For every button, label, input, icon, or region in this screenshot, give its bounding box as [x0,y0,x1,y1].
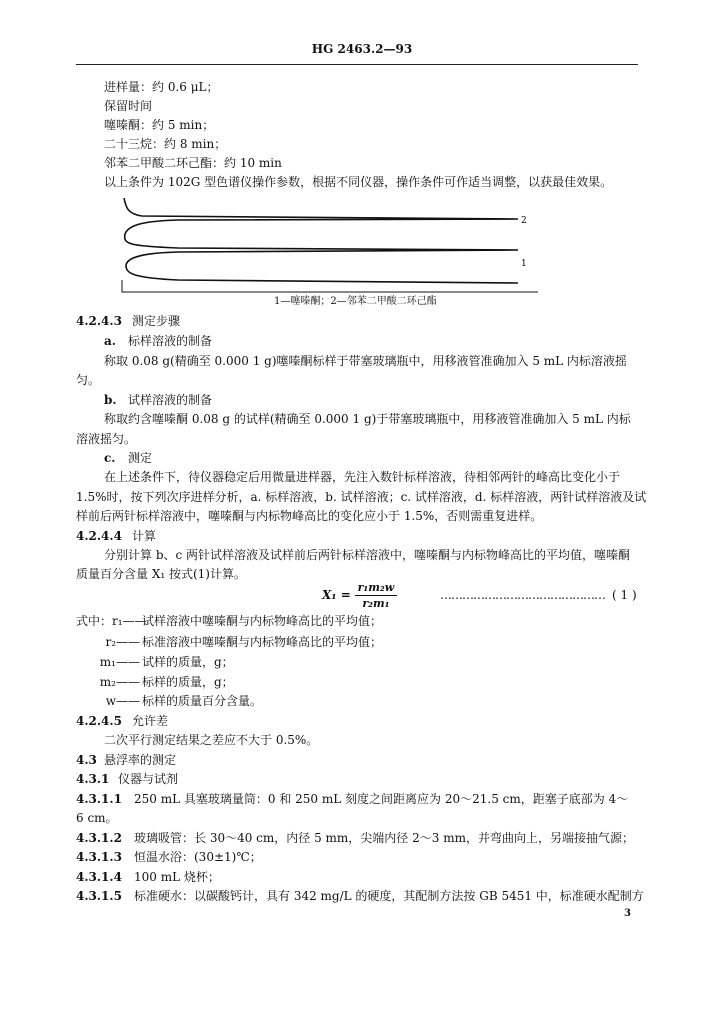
chromatogram-figure [118,194,538,298]
paragraph-line: 1.5%时，按下列次序进样分析，a. 标样溶液，b. 试样溶液；c. 试样溶液，d. 标样溶液，两针试样溶液及试 [76,490,647,504]
where-symbol: r₂—— [105,635,140,649]
equation-numerator: r₁m₂w [355,581,398,596]
section-number: 4.2.4.3 [76,314,122,328]
section-number: 4.2.4.5 [76,714,122,728]
equation [322,581,397,610]
header-rule [76,64,638,65]
condition-line: 噻嗪酮：约 5 min； [104,118,215,132]
item-title: 试样溶液的制备 [128,393,213,407]
section-title: 测定步骤 [132,314,181,328]
section-number: 4.3 [76,753,97,767]
paragraph-line: 样前后两针标样溶液中，噻嗪酮与内标物峰高比的变化应小于 1.5%，否则需重复进样。 [76,509,543,523]
where-text: 试样溶液中噻嗪酮与内标物峰高比的平均值； [142,614,383,628]
item-mark: b. [104,393,117,407]
where-text: 标样的质量，g； [142,675,234,689]
paragraph-line: 6 cm。 [76,811,118,825]
paragraph-line: 分别计算 b、c 两针试样溶液及试样前后两针标样溶液中，噻嗪酮与内标物峰高比的平均值，噻嗪酮 [104,548,631,562]
paragraph-line: 称取约含噻嗪酮 0.08 g 的试样(精确至 0.000 1 g)于带塞玻璃瓶中，用移液管准确加入 5 mL 内标 [104,412,631,426]
where-text: 标准溶液中噻嗪酮与内标物峰高比的平均值； [142,635,383,649]
condition-line: 二十三烷：约 8 min； [104,137,227,151]
section-number: 4.3.1.2 [76,831,122,845]
where-symbol: m₂—— [99,675,140,689]
section-number: 4.3.1.5 [76,889,122,903]
paragraph-line: 恒温水浴：(30±1)℃； [134,850,262,864]
condition-line: 进样量：约 0.6 μL； [104,80,219,94]
page-number: 3 [624,908,631,919]
where-text: 标样的质量百分含量。 [142,694,263,708]
equation-number: ( 1 ) [612,588,637,602]
equation-fraction [355,581,398,610]
paragraph-line: 称取 0.08 g(精确至 0.000 1 g)噻嗪酮标样于带塞玻璃瓶中，用移液管准确加入 5 mL 内标溶液摇 [104,354,627,368]
section-title: 允许差 [132,714,169,728]
item-mark: c. [104,451,116,465]
item-title: 测定 [128,451,153,465]
section-number: 4.3.1.3 [76,850,122,864]
section-title: 计算 [132,529,157,543]
where-symbol: w—— [105,694,140,708]
paragraph-line: 标准硬水：以碳酸钙计，具有 342 mg/L 的硬度，其配制方法按 GB 5451 中，标准硬水配制方 [134,889,644,903]
paragraph-line: 在上述条件下，待仪器稳定后用微量进样器，先注入数针标样溶液，待相邻两针的峰高比变化小于 [104,470,621,484]
condition-line: 保留时间 [104,99,153,113]
section-number: 4.3.1.1 [76,792,122,806]
paragraph-line: 质量百分含量 X₁ 按式(1)计算。 [76,567,246,581]
section-number: 4.3.1 [76,772,110,786]
paragraph-line: 100 mL 烧杯； [134,870,220,884]
item-title: 标样溶液的制备 [128,334,213,348]
paragraph-line: 250 mL 具塞玻璃量筒：0 和 250 mL 刻度之间距离应为 20～21.5 cm，距塞子底部为 4～ [134,792,629,806]
peak-label-1: 1 [521,259,527,269]
section-number: 4.2.4.4 [76,529,122,543]
paragraph-line: 玻璃吸管：长 30～40 cm，内径 5 mm，尖端内径 2～3 mm，并弯曲向上，另端接抽气源； [134,831,634,845]
paragraph-line: 溶液摇匀。 [76,432,137,446]
section-number: 4.3.1.4 [76,870,122,884]
section-title: 仪器与试剂 [118,772,179,786]
where-text: 试样的质量，g； [142,655,234,669]
page-header: HG 2463.2—93 [311,42,413,56]
condition-line: 邻苯二甲酸二环己酯：约 10 min [104,156,282,170]
paragraph-line: 二次平行测定结果之差应不大于 0.5%。 [104,733,319,747]
figure-caption: 1—噻嗪酮；2—邻苯二甲酸二环己酯 [274,296,437,307]
paragraph-line: 匀。 [76,373,101,387]
peak-label-2: 2 [521,216,527,226]
equation-lhs: X₁ = [322,588,351,602]
condition-line: 以上条件为 102G 型色谱仪操作参数，根据不同仪器，操作条件可作适当调整，以获最佳效果。 [104,175,613,189]
where-symbol: 式中：r₁—— [76,614,147,628]
where-symbol: m₁—— [99,655,140,669]
section-title: 悬浮率的测定 [104,753,177,767]
equation-leader: ……………………………………… [440,588,605,602]
equation-denominator: r₂m₁ [362,597,390,610]
chromatogram-trace [124,198,518,283]
item-mark: a. [104,334,116,348]
